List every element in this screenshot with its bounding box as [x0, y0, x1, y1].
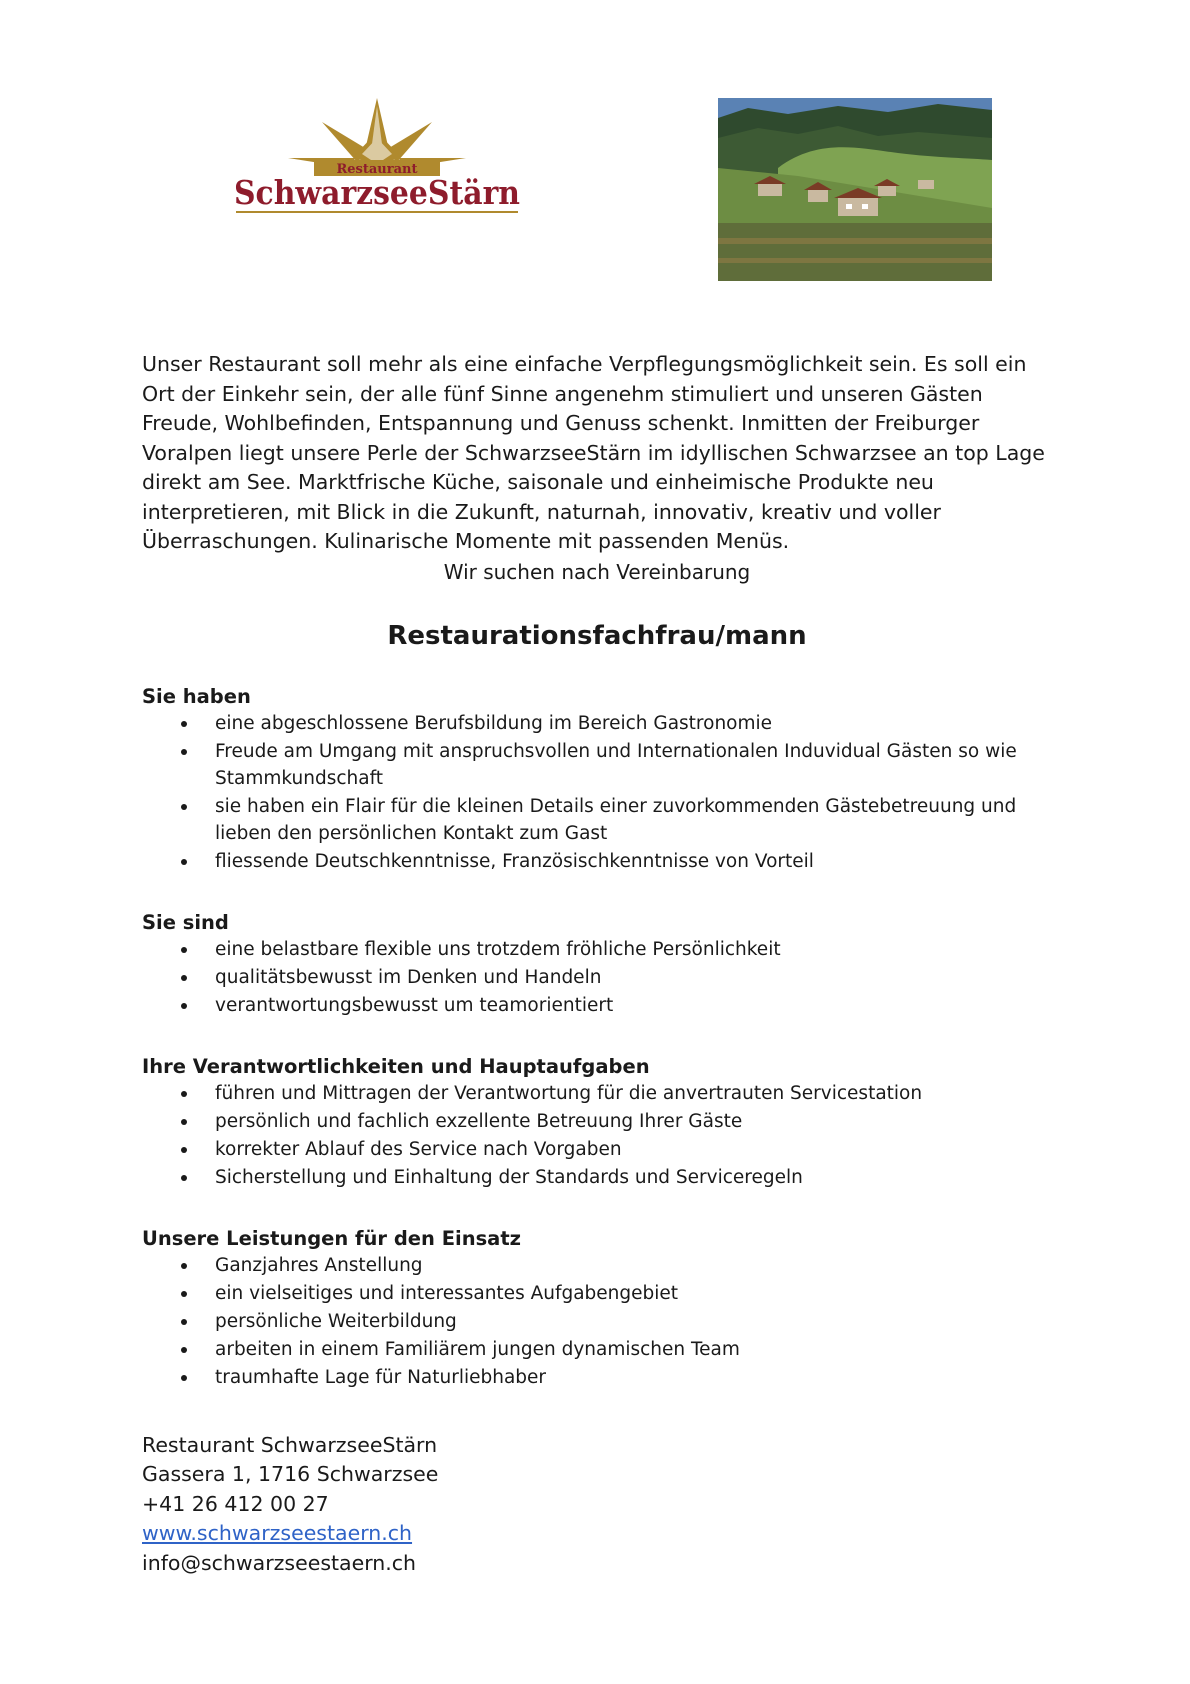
website-link[interactable]: www.schwarzseestaern.ch	[142, 1521, 413, 1545]
section-heading: Unsere Leistungen für den Einsatz	[142, 1226, 522, 1250]
contact-phone: +41 26 412 00 27	[142, 1491, 329, 1516]
list-item: Freude am Umgang mit anspruchsvollen und Internationalen Induvidual Gästen so wie Stammkundschaft	[142, 738, 1052, 792]
list-item: persönliche Weiterbildung	[142, 1308, 1052, 1335]
section-heading: Ihre Verantwortlichkeiten und Hauptaufgaben	[142, 1054, 650, 1078]
list-item: eine belastbare flexible uns trotzdem fröhliche Persönlichkeit	[142, 936, 1052, 963]
job-title: Restaurationsfachfrau/mann	[387, 620, 807, 651]
contact-address: Gassera 1, 1716 Schwarzsee	[142, 1462, 439, 1486]
bullet-list	[142, 710, 1052, 875]
list-item: fliessende Deutschkenntnisse, Französischkenntnisse von Vorteil	[142, 848, 1052, 875]
list-item: führen und Mittragen der Verantwortung für die anvertrauten Servicestation	[142, 1080, 1052, 1107]
logo-small-text: Restaurant	[336, 162, 418, 177]
bullet-list	[142, 1080, 1052, 1191]
list-item: sie haben ein Flair für die kleinen Details einer zuvorkommenden Gästebetreuung und lieben den persönlichen Kontakt zum Gast	[142, 793, 1052, 847]
restaurant-logo	[230, 96, 524, 224]
section-verantwortlichkeiten	[142, 1053, 1052, 1191]
list-item: traumhafte Lage für Naturliebhaber	[142, 1364, 1052, 1391]
list-item: Ganzjahres Anstellung	[142, 1252, 1052, 1279]
list-item: korrekter Ablauf des Service nach Vorgaben	[142, 1136, 1052, 1163]
list-item: verantwortungsbewusst um teamorientiert	[142, 992, 1052, 1019]
main-content	[142, 350, 1052, 1578]
list-item: qualitätsbewusst im Denken und Handeln	[142, 964, 1052, 991]
section-leistungen	[142, 1225, 1052, 1391]
contact-email: info@schwarzseestaern.ch	[142, 1550, 417, 1575]
village-photo	[718, 98, 992, 281]
list-item: persönlich und fachlich exzellente Betreuung Ihrer Gäste	[142, 1108, 1052, 1135]
contact-name: Restaurant SchwarzseeStärn	[142, 1432, 438, 1457]
list-item: ein vielseitiges und interessantes Aufgabengebiet	[142, 1280, 1052, 1307]
logo-brand-text: SchwarzseeStärn	[234, 173, 520, 212]
section-sie-haben	[142, 683, 1052, 875]
list-item: eine abgeschlossene Berufsbildung im Bereich Gastronomie	[142, 710, 1052, 737]
bullet-list	[142, 1252, 1052, 1391]
search-line: Wir suchen nach Vereinbarung	[443, 559, 751, 584]
section-heading: Sie sind	[142, 910, 229, 934]
list-item: arbeiten in einem Familiärem jungen dynamischen Team	[142, 1336, 1052, 1363]
star-logo-graphic	[230, 96, 524, 224]
bullet-list	[142, 936, 1052, 1019]
section-sie-sind	[142, 909, 1052, 1019]
section-heading: Sie haben	[142, 684, 251, 708]
contact-block	[142, 1431, 1052, 1579]
intro-paragraph: Unser Restaurant soll mehr als eine einfache Verpflegungsmöglichkeit sein. Es soll ein Ort der Einkehr sein, der alle fünf Sinne angenehm stimuliert und unseren Gästen Freude, Wohlbefinden, Entspannung und Genuss schenkt. Inmitten der Freiburger Voralpen liegt unsere Perle der SchwarzseeStärn im idyllischen Schwarzsee an top Lage direkt am See. Marktfrische Küche, saisonale und einheimische Produkte neu interpretieren, mit Blick in die Zukunft, naturnah, innovativ, kreativ und voller Überraschungen. Kulinarische Momente mit passenden Menüs.	[142, 352, 1045, 553]
list-item: Sicherstellung und Einhaltung der Standards und Serviceregeln	[142, 1164, 1052, 1191]
